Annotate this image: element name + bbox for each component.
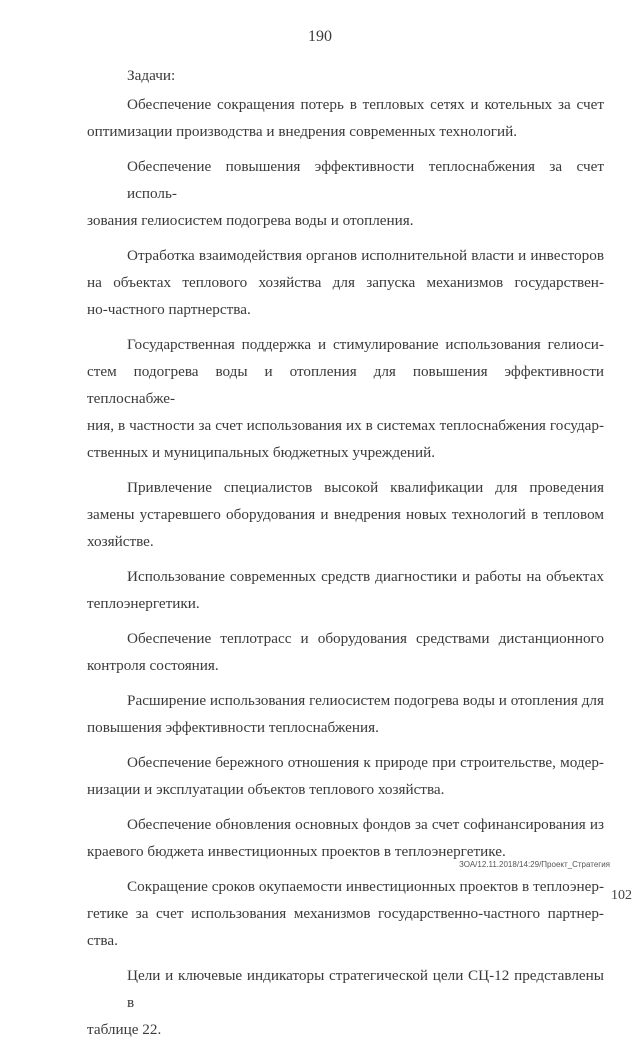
paragraph [87, 91, 604, 145]
paragraph [87, 242, 604, 323]
paragraph-line: замены устаревшего оборудования и внедрения новых технологий в тепловом [87, 506, 604, 523]
paragraph-line: краевого бюджета инвестиционных проектов в теплоэнергетике. [87, 843, 506, 860]
paragraph-line: Обеспечение повышения эффективности теплоснабжения за счет исполь- [127, 158, 604, 202]
paragraph-line: хозяйстве. [87, 533, 154, 550]
section-heading: Задачи: [127, 67, 176, 84]
paragraph [87, 811, 604, 865]
paragraph-line: но-частного партнерства. [87, 301, 251, 318]
paragraph-line: Сокращение сроков окупаемости инвестиционных проектов в теплоэнер- [127, 878, 604, 895]
paragraph-line: Государственная поддержка и стимулирование использования гелиоси- [127, 336, 604, 353]
paragraph-line: Обеспечение сокращения потерь в тепловых сетях и котельных за счет [127, 96, 604, 113]
paragraph-line: зования гелиосистем подогрева воды и отопления. [87, 212, 414, 229]
paragraph [87, 474, 604, 555]
paragraph-line: низации и эксплуатации объектов теплового хозяйства. [87, 781, 445, 798]
paragraph-line: ства. [87, 932, 118, 949]
paragraph-line: таблице 22. [87, 1021, 162, 1038]
paragraph [87, 625, 604, 679]
paragraph [87, 873, 604, 954]
paragraph [87, 153, 604, 234]
paragraph-line: теплоэнергетики. [87, 595, 200, 612]
paragraph-line: стем подогрева воды и отопления для повышения эффективности теплоснабже- [87, 363, 604, 407]
paragraph-line: Привлечение специалистов высокой квалификации для проведения [127, 479, 604, 496]
paragraph-line: Обеспечение бережного отношения к природе при строительстве, модер- [127, 754, 604, 771]
paragraph-line: Расширение использования гелиосистем подогрева воды и отопления для [127, 692, 604, 709]
paragraph-line: Цели и ключевые индикаторы стратегической цели СЦ-12 представлены в [127, 967, 604, 1011]
paragraph-line: Использование современных средств диагностики и работы на объектах [127, 568, 604, 585]
paragraph-line: оптимизации производства и внедрения современных технологий. [87, 123, 518, 140]
paragraph-line: ния, в частности за счет использования их в системах теплоснабжения государ- [87, 417, 604, 434]
document-footer-stamp: ЗОА/12.11.2018/14:29/Проект_Стратегия [459, 860, 610, 869]
corner-page-number: 102 [611, 888, 632, 903]
paragraph [87, 749, 604, 803]
paragraph [87, 687, 604, 741]
paragraph-line: ственных и муниципальных бюджетных учреждений. [87, 444, 436, 461]
paragraph [87, 331, 604, 466]
paragraph-line: контроля состояния. [87, 657, 219, 674]
paragraph-line: Обеспечение теплотрасс и оборудования средствами дистанционного [127, 630, 604, 647]
paragraph [87, 962, 604, 1043]
paragraph-line: на объектах теплового хозяйства для запуска механизмов государствен- [87, 274, 604, 291]
document-body [87, 62, 604, 1043]
paragraph-line: Отработка взаимодействия органов исполнительной власти и инвесторов [127, 247, 604, 264]
paragraph-line: гетике за счет использования механизмов государственно-частного партнер- [87, 905, 604, 922]
paragraph-line: Обеспечение обновления основных фондов за счет софинансирования из [127, 816, 604, 833]
paragraph-line: повышения эффективности теплоснабжения. [87, 719, 379, 736]
page-number: 190 [308, 28, 332, 45]
paragraph [87, 563, 604, 617]
